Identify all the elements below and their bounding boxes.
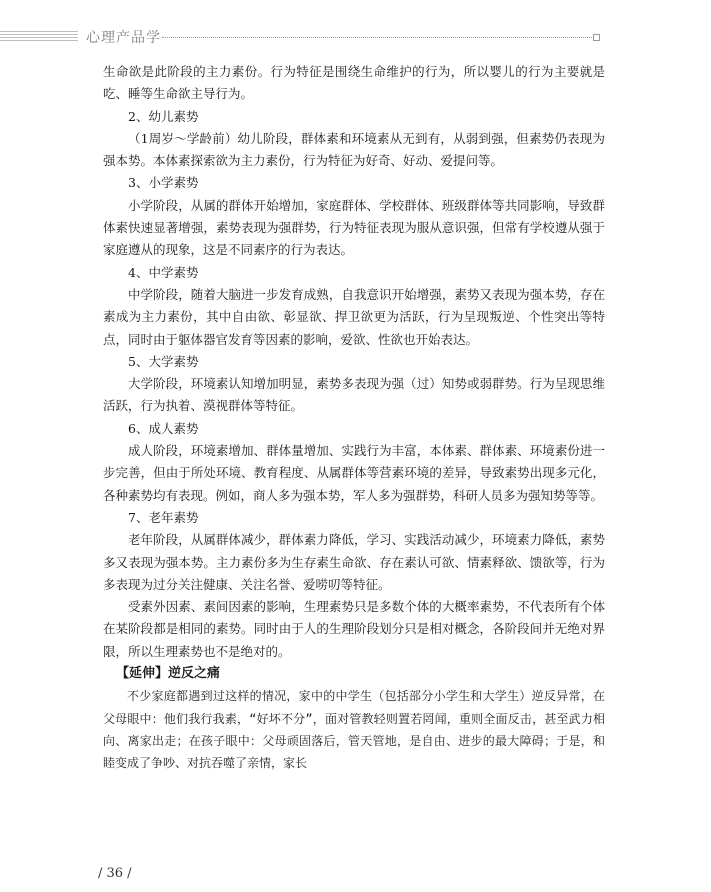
header-end-square-icon: [593, 34, 600, 41]
paragraph: 受素外因素、素间因素的影响，生理素势只是多数个体的大概率素势，不代表所有个体在某阶段都是相同的素势。同时由于人的生理阶段划分只是相对概念，各阶段间并无绝对界限，所以生理素势也不是绝对的。: [103, 599, 605, 659]
paragraph: 中学阶段，随着大脑进一步发育成熟，自我意识开始增强，素势又表现为强本势，存在素成为主力素份，其中自由欲、彰显欲、捍卫欲更为活跃，行为呈现叛逆、个性突出等特点，同时由于躯体器官发育等因素的影响，爱欲、性欲也开始表达。: [103, 286, 605, 347]
book-title: 心理产品学: [86, 30, 161, 46]
header-dotted-rule: [162, 37, 592, 38]
paragraph: 生命欲是此阶段的主力素份。行为特征是围绕生命维护的行为，所以婴儿的行为主要就是吃、睡等生命欲主导行为。: [103, 64, 605, 102]
paragraph: 小学阶段，从属的群体开始增加，家庭群体、学校群体、班级群体等共同影响，导致群体素快速显著增强，素势表现为强群势，行为特征表现为服从意识强，但常有学校遵从强于家庭遵从的现象，这是不同素序的行为表达。: [103, 197, 605, 258]
paragraph: （1周岁～学龄前）幼儿阶段，群体素和环境素从无到有，从弱到强，但素势仍表现为强本势。本体素探索欲为主力素份，行为特征为好奇、好动、爱提问等。: [103, 130, 605, 169]
extension-paragraph: 不少家庭都遇到过这样的情况，家中的中学生（包括部分小学生和大学生）逆反异常，在父母眼中：他们我行我素，“好坏不分”，面对管教轻则置若罔闻，重则全面反击，甚至武力相向、离家出走；在孩子眼中：父母顽固落后，管天管地，是自由、进步的最大障碍；于是，和睦变成了争吵、对抗吞噬了亲情，家长: [103, 689, 605, 771]
page-number: / 36 /: [98, 866, 132, 881]
section-heading-primary-school: 3、小学素势: [128, 175, 199, 191]
header-stripes-decoration: [0, 31, 78, 43]
page-body: [103, 61, 605, 775]
section-heading-middle-school: 4、中学素势: [128, 264, 199, 280]
paragraph: 老年阶段，从属群体减少，群体素力降低，学习、实践活动减少，环境素力降低，素势多又表现为强本势。主力素份多为生存素生命欲、存在素认可欲、情素释欲、馈欲等，行为多表现为过分关注健康、关注名誉、爱唠叨等特征。: [103, 532, 605, 592]
section-heading-university: 5、大学素势: [128, 353, 199, 369]
paragraph: 大学阶段，环境素认知增加明显，素势多表现为强（过）知势或弱群势。行为呈现思维活跃，行为执着、漠视群体等特征。: [103, 376, 605, 414]
running-header: [0, 24, 711, 50]
section-heading-toddler: 2、幼儿素势: [128, 108, 199, 124]
paragraph: 成人阶段，环境素增加、群体量增加、实践行为丰富，本体素、群体素、环境素份进一步完善，但由于所处环境、教育程度、从属群体等营素环境的差异，导致素势出现多元化，各种素势均有表现。例如，商人多为强本势，军人多为强群势，科研人员多为强知势等等。: [103, 443, 605, 503]
section-heading-elderly: 7、老年素势: [128, 509, 199, 525]
extension-heading: 【延伸】逆反之痛: [116, 666, 221, 682]
section-heading-adult: 6、成人素势: [128, 420, 199, 436]
